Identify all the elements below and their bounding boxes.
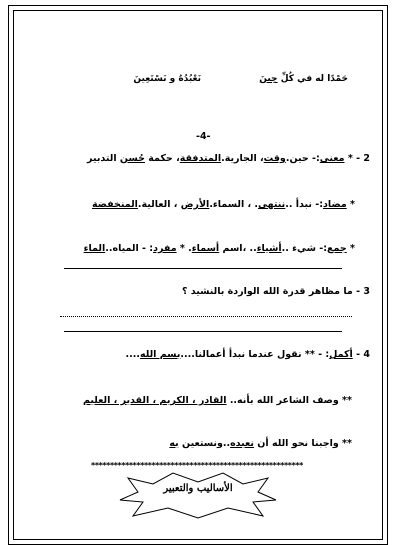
q2-singular-label: مفرد	[153, 243, 177, 254]
q4-tail: ....	[125, 349, 140, 360]
q2-plural-line	[84, 242, 355, 256]
q2-opp-sep: :- نبدأ ..	[285, 199, 324, 210]
q2-plural-word1: أشياء	[256, 243, 282, 254]
q2-singular-sep: : - المياه..	[105, 243, 154, 254]
q4-line3-mid: ..ونستعين	[182, 438, 231, 449]
q2-meaning-sep2: ، الجارية.	[221, 153, 264, 164]
q2-meaning-label: معنى	[319, 153, 345, 164]
q4-line	[126, 348, 371, 362]
q2-plural-label: جمع	[327, 243, 347, 254]
page-number: -4-	[196, 131, 211, 142]
q4-sep: : - ** نقول عندما نبدأ أعمالنا....	[180, 349, 330, 360]
top-verse-part3: نَعْبُدُهُ و نَسْتَعِينَ	[133, 74, 201, 84]
q2-opp-word3: المنخفضة	[92, 199, 138, 210]
q2-meaning-sep3: ، حكمة	[148, 153, 180, 164]
stars-divider: ********************************************************	[91, 461, 303, 470]
q3-number: 3 -	[356, 286, 370, 297]
q2-plural-sep3: . *	[179, 243, 192, 254]
q2-plural-star: *	[350, 243, 355, 254]
top-verse-part1: حَمْدًا له في كُلِّ	[280, 74, 348, 84]
q2-opp-sep3: ، العالية.	[137, 199, 181, 210]
q3-answer-line	[64, 331, 342, 332]
q2-opp-sep2: . ، السماء.	[209, 199, 259, 210]
q2-singular-word: الماء	[83, 243, 106, 254]
top-verse-part2: حِينَ	[259, 74, 278, 84]
q4-number: 4 -	[356, 349, 370, 360]
q3-answer-dotted-line	[60, 316, 352, 317]
star-burst-shape	[118, 470, 278, 520]
section-banner	[118, 470, 278, 520]
q4-label: أكمل	[329, 349, 353, 360]
q2-meaning-word2: المتدفقة	[179, 153, 222, 164]
q4-line2-prefix: ** وصف الشاعر الله بأنه..	[229, 395, 352, 406]
q4-line2-words: القادر ، الكريم ، القدير ، العليم	[82, 395, 227, 406]
q3-line	[182, 285, 370, 299]
q4-line3-word1: نعبده	[230, 438, 254, 449]
q2-meaning-word3: حُسن	[119, 153, 145, 164]
q4-line3-word2: به	[169, 438, 179, 449]
q2-plural-word2: أسماء	[191, 243, 220, 254]
q2-opp-star: *	[350, 199, 355, 210]
q2-meaning-word1: وقت	[263, 153, 286, 164]
q4-line3	[169, 437, 352, 451]
q2-meaning-line	[87, 152, 370, 166]
q2-separator-line	[64, 268, 342, 269]
q2-opposite-line	[92, 198, 355, 212]
q2-opp-word2: الأرض	[180, 199, 210, 210]
q4-line3-prefix: ** واجبنا نحو الله أن	[257, 438, 352, 449]
banner-title: الأساليب والتعبير	[163, 483, 233, 494]
top-verse-line	[133, 72, 348, 86]
q2-plural-sep2: .. ،اسم	[222, 243, 257, 254]
q3-text: ما مظاهر قدرة الله الواردة بالنشيد ؟	[181, 286, 353, 297]
q2-meaning-sep: :- حين.	[285, 153, 320, 164]
q2-opp-word1: ننتهي	[258, 199, 286, 210]
q2-plural-sep: :- شيء ..	[281, 243, 327, 254]
q2-number: 2 -	[356, 153, 370, 164]
q2-opp-label: مضاد	[323, 199, 347, 210]
q2-meaning-sep4: التدبير	[87, 153, 117, 164]
q4-line2	[83, 394, 352, 408]
q4-word: بسم الله	[139, 349, 181, 360]
q2-star: *	[347, 153, 353, 164]
